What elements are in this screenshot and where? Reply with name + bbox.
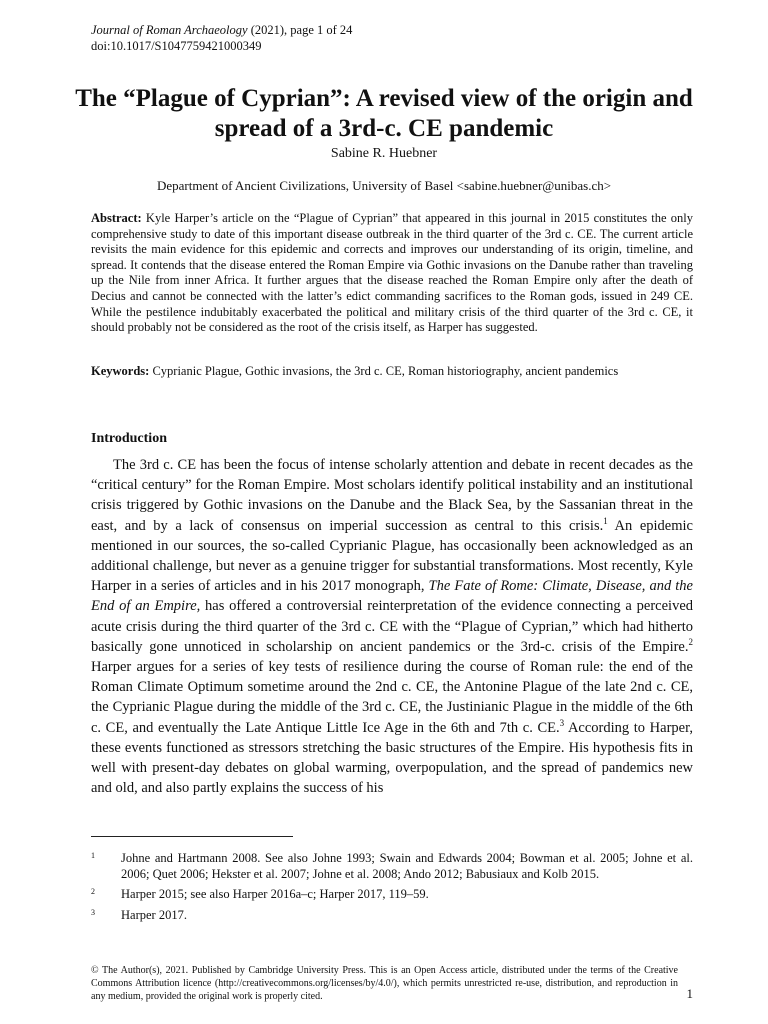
intro-text-1: The 3rd c. CE has been the focus of intense scholarly attention and debate in recent decades as the “critical century” for the Roman Empire. Most scholars identify political instability and an institutional crisis triggered by Gothic invasions on the Danube and the Black Sea, by the Sassanian threat in the east, and by a lack of consensus on imperial succession as central to this crisis.: [91, 457, 693, 534]
keywords: [91, 364, 693, 380]
footnotes: [91, 850, 693, 927]
author-affiliation: Department of Ancient Civilizations, University of Basel <sabine.huebner@unibas.ch>: [156, 178, 612, 193]
footnote-divider: [91, 836, 293, 837]
footnote-text: Johne and Hartmann 2008. See also Johne 1993; Swain and Edwards 2004; Bowman et al. 2005; Johne et al. 2006; Quet 2006; Hekster et al. 2007; Johne et al. 2008; Ando 2012; Babusiaux and Kolb 2015.: [121, 851, 693, 882]
page-number: 1: [686, 986, 693, 1001]
keywords-text: Cyprianic Plague, Gothic invasions, the 3rd c. CE, Roman historiography, ancient pandemics: [152, 364, 619, 378]
footnote-number: 1: [91, 851, 95, 860]
doi[interactable]: doi:10.1017/S1047759421000349: [91, 39, 262, 53]
footnote-ref-2[interactable]: 2: [688, 637, 693, 647]
journal-header: [91, 22, 352, 54]
book-title: The Fate of Rome: Climate, Disease, and the End of an Empire,: [91, 578, 693, 615]
keywords-label: Keywords:: [91, 364, 150, 378]
footnote: [91, 907, 693, 923]
footnote-text: Harper 2015; see also Harper 2016a–c; Harper 2017, 119–59.: [121, 887, 429, 902]
footnote: [91, 886, 693, 902]
footnote-number: 2: [91, 887, 95, 897]
journal-citation: [91, 22, 352, 38]
license-notice: © The Author(s), 2021. Published by Cambridge University Press. This is an Open Access article, distributed under the terms of the Creative Commons Attribution licence (http://creativecommons.org/licenses/by/4.0/), which permits unrestricted re-use, distribution, and reproduction in any medium, provided the original work is properly cited.: [91, 965, 678, 1003]
footnote-text: Harper 2017.: [121, 907, 187, 922]
footnote-number: 3: [91, 907, 95, 917]
article-title: The “Plague of Cyprian”: A revised view of the origin and spread of a 3rd-c. CE pandemic: [75, 85, 693, 142]
intro-text-5: According to Harper, these events functioned as stressors stretching the basic structures of the Empire. His hypothesis fits in well with present-day debates on global warming, overpopulation, and the spread of pandemics new and old, and also partly explains the success of his: [91, 719, 693, 797]
abstract: [91, 211, 693, 336]
section-heading: Introduction: [91, 431, 167, 446]
journal-meta: (2021), page 1 of 24: [247, 23, 353, 37]
footnote-ref-1[interactable]: 1: [603, 515, 608, 526]
intro-text-3: has offered a controversial reinterpretation of the evidence connecting a perceived acute crisis during the third quarter of the 3rd c. CE with the “Plague of Cyprian,” which had hitherto basically gone unnoticed in scholarship on ancient pandemics or the 3rd-c. crisis of the Empire.: [91, 598, 693, 655]
journal-name: Journal of Roman Archaeology: [91, 23, 248, 37]
intro-text-4: Harper argues for a series of key tests of resilience during the course of Roman rule: the end of the Roman Climate Optimum sometime around the 2nd c. CE, the Antonine Plague of the late 2nd c. CE, the Cyprianic Plague during the middle of the 3rd c. CE, the Justinianic Plague in the middle of the 6th c. CE, and eventually the Late Antique Little Ice Age in the 6th and 7th c. CE.: [91, 659, 693, 736]
abstract-text: Kyle Harper’s article on the “Plague of Cyprian” that appeared in this journal in 2015 constitutes the only comprehensive study to date of this important disease outbreak in the third quarter of the 3rd c. CE. The current article revisits the main evidence for this epidemic and corrects and improves our understanding of its origin, timeline, and spread. It contends that the disease entered the Roman Empire via Gothic invasions on the Danube rather than traveling up the Nile from inner Africa. It further argues that the disease reached the Roman Empire only after the death of Decius and cannot be connected with the latter’s edict commanding sacrifices to the Roman gods, issued in 249 CE. While the pestilence indubitably exacerbated the political and military crisis of the third quarter of the 3rd c. CE, it should probably not be considered as the root of the crisis itself, as Harper has suggested.: [91, 211, 694, 335]
footnote: [91, 850, 693, 882]
abstract-label: Abstract:: [91, 211, 142, 225]
footnote-ref-3[interactable]: 3: [559, 717, 565, 728]
introduction-paragraph: [91, 455, 693, 798]
intro-text-2: An epidemic mentioned in our sources, the so-called Cyprianic Plague, has occasionally been acknowledged as an additional challenge, but never as a genuine trigger for substantial transformations. Most recently, Kyle Harper in a series of articles and in his 2017 monograph,: [91, 517, 693, 595]
author-name: Sabine R. Huebner: [330, 146, 438, 161]
